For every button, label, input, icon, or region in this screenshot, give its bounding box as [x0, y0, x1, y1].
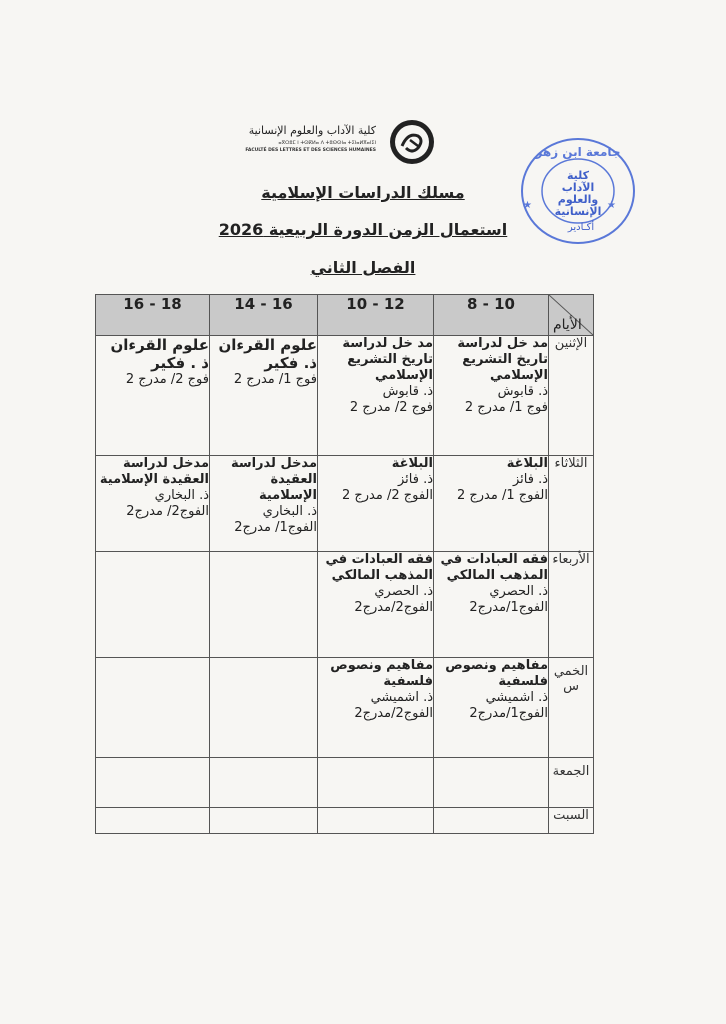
course-name: مدخل لدراسة العقيدة الإسلامية [99, 456, 209, 487]
table-header-row [96, 295, 594, 336]
course-cell [210, 456, 318, 552]
stamp-city: أكـادير [567, 222, 595, 233]
course-name: فقه العبادات في المذهب المالكي [440, 552, 548, 583]
course-cell [434, 552, 549, 658]
table-row [96, 658, 594, 758]
stamp-center-text: كلية الآداب والعلوم الإنسانية [554, 169, 602, 218]
course-group: الفوج 2/ مدرج 2 [341, 488, 433, 503]
empty-cell [210, 658, 318, 758]
course-group: الفوج2/مدرج2 [354, 600, 433, 615]
course-professor: ذ. الحصري [489, 584, 548, 599]
day-tuesday: الثلاثاء [549, 456, 594, 552]
course-group: الفوج1/مدرج2 [469, 600, 548, 615]
course-group: الفوج1/مدرج2 [469, 706, 548, 721]
day-saturday: السبت [549, 808, 594, 834]
svg-text:جامعة ابن زهر: جامعة ابن زهر [535, 145, 621, 159]
course-group: فوج 2/ مدرج 2 [125, 372, 209, 387]
schedule-table [95, 294, 594, 834]
faculty-name-tifinagh: ⴰⴳⵔⵓⵎ ⵏ ⵜⵙⴽⵍⴰ ⴷ ⵜⵓⵙⵙⵏⴰ ⵜⵉⵏⴰⵍⴳⴰⵏⵉⵏ [278, 140, 376, 146]
empty-cell [434, 758, 549, 808]
course-name: علوم القرءان [218, 336, 317, 354]
table-row [96, 456, 594, 552]
schedule-title: استعمال الزمن الدورة الربيعية 2026 [218, 220, 508, 239]
course-group: فوج 1/ مدرج 2 [233, 372, 317, 387]
course-name: مد خل لدراسة تاريخ التشريع الإسلامي [342, 336, 433, 383]
day-friday: الجمعة [549, 758, 594, 808]
faculty-name-arabic: كلية الآداب والعلوم الإنسانية [248, 124, 376, 137]
faculty-header [245, 118, 450, 168]
table-row [96, 808, 594, 834]
course-name: مفاهيم ونصوص فلسفية [445, 658, 548, 689]
time-slot-header: 16 - 18 [96, 295, 210, 336]
empty-cell [96, 658, 210, 758]
course-group: الفوج1/ مدرج2 [234, 520, 317, 535]
semester-title: الفصل الثاني [310, 258, 416, 277]
course-cell [96, 336, 210, 456]
course-name: البلاغة [506, 456, 548, 471]
course-cell [318, 336, 434, 456]
course-cell [318, 456, 434, 552]
course-cell [434, 658, 549, 758]
course-cell [434, 336, 549, 456]
day-wednesday: الأربعاء [549, 552, 594, 658]
empty-cell [434, 808, 549, 834]
course-professor: ذ. فائز [397, 472, 433, 487]
course-group: الفوج2/ مدرج2 [126, 504, 209, 519]
course-professor: ذ. قابوش [382, 384, 433, 399]
course-professor: ذ. فائز [512, 472, 548, 487]
course-name: مفاهيم ونصوص فلسفية [330, 658, 433, 689]
course-name: البلاغة [391, 456, 433, 471]
course-group: الفوج 1/ مدرج 2 [456, 488, 548, 503]
course-name: علوم القرءان [110, 336, 209, 354]
empty-cell [96, 552, 210, 658]
course-professor: ذ. فكير [264, 354, 317, 372]
svg-text:★: ★ [607, 200, 616, 211]
course-cell [318, 552, 434, 658]
course-name: فقه العبادات في المذهب المالكي [325, 552, 433, 583]
university-logo-icon [388, 118, 436, 166]
empty-cell [210, 552, 318, 658]
course-professor: ذ. اشميشي [370, 690, 433, 705]
day-monday: الإثنين [549, 336, 594, 456]
course-professor: ذ. البخاري [262, 504, 317, 519]
day-thursday: الخمي س [549, 658, 594, 758]
empty-cell [96, 808, 210, 834]
empty-cell [210, 808, 318, 834]
table-row [96, 336, 594, 456]
course-group: فوج 1/ مدرج 2 [464, 400, 548, 415]
time-slot-header: 14 - 16 [210, 295, 318, 336]
svg-text:★: ★ [523, 200, 532, 211]
course-name: مدخل لدراسة العقيدة الإسلامية [230, 456, 317, 503]
course-professor: ذ . فكير [151, 354, 209, 372]
course-cell [210, 336, 318, 456]
course-professor: ذ. الحصري [374, 584, 433, 599]
course-cell [96, 456, 210, 552]
program-title: مسلك الدراسات الإسلامية [261, 183, 465, 202]
course-professor: ذ. اشميشي [485, 690, 548, 705]
time-slot-header: 8 - 10 [434, 295, 549, 336]
course-professor: ذ. البخاري [154, 488, 209, 503]
table-row [96, 552, 594, 658]
empty-cell [96, 758, 210, 808]
days-corner-header [549, 295, 594, 336]
course-cell [318, 658, 434, 758]
time-slot-header: 10 - 12 [318, 295, 434, 336]
course-cell [434, 456, 549, 552]
empty-cell [210, 758, 318, 808]
days-label: الأيام [553, 317, 582, 333]
course-professor: ذ. قابوش [497, 384, 548, 399]
faculty-name-french: FACULTÉ DES LETTRES ET DES SCIENCES HUMAINES [245, 148, 376, 153]
table-row [96, 758, 594, 808]
course-name: مد خل لدراسة تاريخ التشريع الإسلامي [457, 336, 548, 383]
course-group: فوج 2/ مدرج 2 [349, 400, 433, 415]
course-group: الفوج2/مدرج2 [354, 706, 433, 721]
empty-cell [318, 808, 434, 834]
empty-cell [318, 758, 434, 808]
